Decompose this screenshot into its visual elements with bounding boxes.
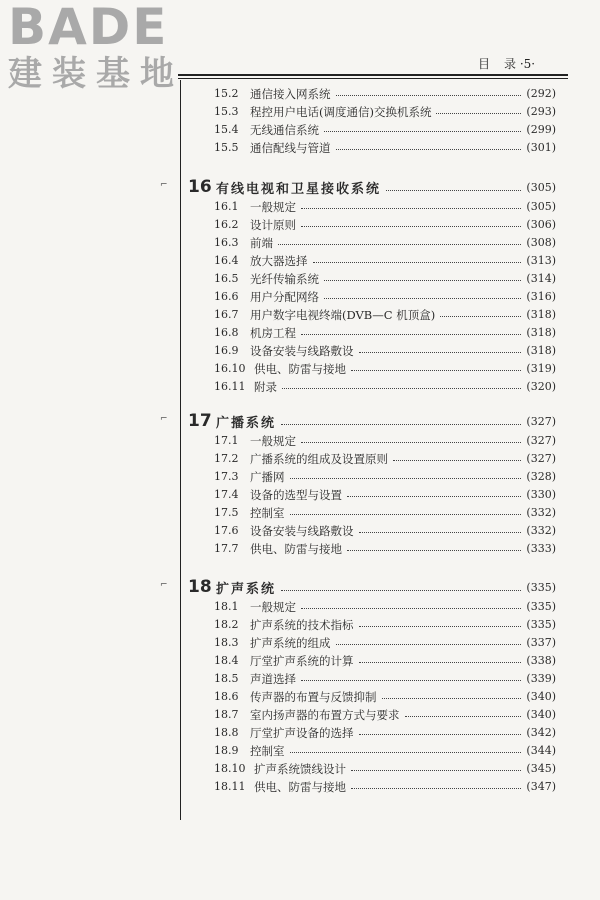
dot-leader <box>351 370 521 371</box>
dot-leader <box>313 262 522 263</box>
toc-entry <box>214 234 556 251</box>
entry-title: 传声器的布置与反馈抑制 <box>250 689 377 704</box>
entry-page: (340) <box>526 708 556 721</box>
entry-page: (301) <box>526 141 556 154</box>
chapter-number: 18 <box>188 577 212 597</box>
entry-title: 设计原则 <box>250 217 296 232</box>
entry-number: 17.3 <box>214 470 239 483</box>
entry-page: (345) <box>526 762 556 775</box>
entry-page: (332) <box>526 506 556 519</box>
entry-number: 16.1 <box>214 200 239 213</box>
entry-number: 18.9 <box>214 744 239 757</box>
entry-number: 16.9 <box>214 344 239 357</box>
margin-rule <box>180 80 181 820</box>
entry-page: (335) <box>526 600 556 613</box>
entry-number: 16.6 <box>214 290 239 303</box>
toc-entry <box>214 634 556 651</box>
dot-leader <box>278 244 521 245</box>
entry-number: 16.2 <box>214 218 239 231</box>
dot-leader <box>336 95 522 96</box>
chapter-heading <box>188 576 556 598</box>
entry-number: 18.3 <box>214 636 239 649</box>
entry-page: (318) <box>526 344 556 357</box>
entry-title: 控制室 <box>250 743 285 758</box>
entry-number: 18.2 <box>214 618 239 631</box>
entry-title: 厅堂扩声设备的选择 <box>250 725 354 740</box>
toc-entry <box>214 288 556 305</box>
entry-page: (308) <box>526 236 556 249</box>
dot-leader <box>290 752 522 753</box>
toc-entry <box>214 432 556 449</box>
entry-number: 16.11 <box>214 380 246 393</box>
entry-title: 厅堂扩声系统的计算 <box>250 653 354 668</box>
toc-entry <box>214 198 556 215</box>
entry-page: (313) <box>526 254 556 267</box>
toc-entry <box>214 522 556 539</box>
entry-page: (337) <box>526 636 556 649</box>
entry-number: 16.5 <box>214 272 239 285</box>
logo <box>8 2 184 94</box>
entry-title: 扩声系统馈线设计 <box>254 761 346 776</box>
entry-number: 18.10 <box>214 762 246 775</box>
entry-page: (344) <box>526 744 556 757</box>
entry-title: 供电、防雷与接地 <box>250 541 342 556</box>
entry-page: (333) <box>526 542 556 555</box>
chapter-title: 扩声系统 <box>216 581 277 597</box>
toc-entry <box>214 103 556 120</box>
entry-title: 一般规定 <box>250 599 296 614</box>
entry-page: (327) <box>526 434 556 447</box>
toc-entry <box>214 760 556 777</box>
dot-leader <box>436 113 521 114</box>
chapter-page: (305) <box>526 180 556 194</box>
toc-entry <box>214 450 556 467</box>
entry-number: 15.5 <box>214 141 239 154</box>
entry-title: 通信配线与管道 <box>250 140 331 155</box>
entry-page: (319) <box>526 362 556 375</box>
entry-number: 15.2 <box>214 87 239 100</box>
margin-mark: ⌐ <box>160 414 168 424</box>
entry-page: (347) <box>526 780 556 793</box>
entry-number: 18.11 <box>214 780 246 793</box>
entry-number: 17.7 <box>214 542 239 555</box>
dot-leader <box>324 280 521 281</box>
dot-leader <box>382 698 522 699</box>
entry-number: 15.4 <box>214 123 239 136</box>
entry-title: 光纤传输系统 <box>250 271 319 286</box>
logo-cn: 建装基地 <box>8 54 184 94</box>
entry-page: (299) <box>526 123 556 136</box>
entry-number: 17.2 <box>214 452 239 465</box>
entry-title: 设备安装与线路敷设 <box>250 343 354 358</box>
toc-entry <box>214 85 556 102</box>
entry-title: 一般规定 <box>250 199 296 214</box>
entry-title: 广播网 <box>250 469 285 484</box>
toc-entry <box>214 616 556 633</box>
dot-leader <box>359 734 522 735</box>
header-label: 目 <box>478 57 491 71</box>
toc-entry <box>214 468 556 485</box>
entry-page: (342) <box>526 726 556 739</box>
entry-title: 室内扬声器的布置方式与要求 <box>250 707 400 722</box>
entry-page: (305) <box>526 200 556 213</box>
dot-leader <box>359 532 522 533</box>
entry-page: (293) <box>526 105 556 118</box>
entry-page: (327) <box>526 452 556 465</box>
toc-entry <box>214 670 556 687</box>
toc-entry <box>214 342 556 359</box>
entry-number: 18.1 <box>214 600 239 613</box>
entry-title: 无线通信系统 <box>250 122 319 137</box>
entry-number: 16.10 <box>214 362 246 375</box>
page-header <box>478 55 535 72</box>
entry-title: 供电、防雷与接地 <box>254 361 346 376</box>
entry-page: (338) <box>526 654 556 667</box>
entry-number: 16.4 <box>214 254 239 267</box>
toc-entry <box>214 216 556 233</box>
entry-title: 前端 <box>250 235 273 250</box>
chapter-title: 广播系统 <box>216 415 277 431</box>
dot-leader <box>324 298 521 299</box>
dot-leader <box>281 424 521 425</box>
toc-entry <box>214 540 556 557</box>
toc-entry <box>214 121 556 138</box>
page-number: ·5· <box>519 57 536 71</box>
entry-page: (318) <box>526 308 556 321</box>
entry-number: 18.8 <box>214 726 239 739</box>
entry-title: 声道选择 <box>250 671 296 686</box>
entry-page: (339) <box>526 672 556 685</box>
toc-entry <box>214 252 556 269</box>
entry-number: 17.5 <box>214 506 239 519</box>
dot-leader <box>405 716 522 717</box>
header-label2: 录 <box>504 57 517 71</box>
entry-number: 18.5 <box>214 672 239 685</box>
entry-title: 一般规定 <box>250 433 296 448</box>
entry-page: (306) <box>526 218 556 231</box>
entry-title: 扩声系统的技术指标 <box>250 617 354 632</box>
entry-title: 通信接入网系统 <box>250 86 331 101</box>
entry-number: 16.8 <box>214 326 239 339</box>
dot-leader <box>324 131 521 132</box>
entry-title: 程控用户电话(调度通信)交换机系统 <box>250 104 432 119</box>
entry-page: (318) <box>526 326 556 339</box>
entry-page: (314) <box>526 272 556 285</box>
toc-entry <box>214 270 556 287</box>
toc-entry <box>214 742 556 759</box>
chapter-page: (327) <box>526 414 556 428</box>
entry-title: 广播系统的组成及设置原则 <box>250 451 388 466</box>
entry-page: (292) <box>526 87 556 100</box>
dot-leader <box>347 550 521 551</box>
entry-number: 18.6 <box>214 690 239 703</box>
toc-entry <box>214 486 556 503</box>
dot-leader <box>301 442 521 443</box>
dot-leader <box>282 388 521 389</box>
entry-title: 用户分配网络 <box>250 289 319 304</box>
toc-entry <box>214 378 556 395</box>
header-rule-thin <box>178 78 568 79</box>
toc-entry <box>214 360 556 377</box>
dot-leader <box>393 460 521 461</box>
entry-page: (332) <box>526 524 556 537</box>
entry-page: (320) <box>526 380 556 393</box>
dot-leader <box>336 644 522 645</box>
chapter-title: 有线电视和卫星接收系统 <box>216 181 382 197</box>
chapter-heading <box>188 410 556 432</box>
toc-entry <box>214 706 556 723</box>
dot-leader <box>281 590 521 591</box>
toc-entry <box>214 504 556 521</box>
entry-title: 机房工程 <box>250 325 296 340</box>
entry-number: 18.4 <box>214 654 239 667</box>
chapter-page: (335) <box>526 580 556 594</box>
entry-title: 用户数字电视终端(DVB—C 机顶盒) <box>250 307 436 322</box>
entry-page: (340) <box>526 690 556 703</box>
toc-entry <box>214 652 556 669</box>
entry-number: 18.7 <box>214 708 239 721</box>
dot-leader <box>351 788 521 789</box>
entry-title: 设备的选型与设置 <box>250 487 342 502</box>
entry-number: 17.4 <box>214 488 239 501</box>
margin-mark: ⌐ <box>160 180 168 190</box>
chapter-number: 16 <box>188 177 212 197</box>
dot-leader <box>440 316 521 317</box>
entry-title: 设备安装与线路敷设 <box>250 523 354 538</box>
entry-number: 17.6 <box>214 524 239 537</box>
entry-title: 扩声系统的组成 <box>250 635 331 650</box>
dot-leader <box>301 680 521 681</box>
dot-leader <box>301 208 521 209</box>
entry-title: 控制室 <box>250 505 285 520</box>
dot-leader <box>336 149 522 150</box>
header-rule <box>178 74 568 76</box>
dot-leader <box>301 226 521 227</box>
dot-leader <box>386 190 521 191</box>
dot-leader <box>301 608 521 609</box>
entry-title: 供电、防雷与接地 <box>254 779 346 794</box>
dot-leader <box>347 496 521 497</box>
toc-entry <box>214 306 556 323</box>
toc-entry <box>214 724 556 741</box>
dot-leader <box>351 770 521 771</box>
entry-page: (316) <box>526 290 556 303</box>
dot-leader <box>359 626 522 627</box>
toc-entry <box>214 598 556 615</box>
entry-number: 16.7 <box>214 308 239 321</box>
entry-page: (330) <box>526 488 556 501</box>
chapter-number: 17 <box>188 411 212 431</box>
entry-title: 附录 <box>254 379 277 394</box>
logo-text: BADE <box>8 0 169 56</box>
entry-page: (328) <box>526 470 556 483</box>
toc-entry <box>214 139 556 156</box>
dot-leader <box>359 352 522 353</box>
dot-leader <box>301 334 521 335</box>
dot-leader <box>290 514 522 515</box>
dot-leader <box>290 478 522 479</box>
margin-mark: ⌐ <box>160 580 168 590</box>
dot-leader <box>359 662 522 663</box>
entry-page: (335) <box>526 618 556 631</box>
entry-title: 放大器选择 <box>250 253 308 268</box>
entry-number: 17.1 <box>214 434 239 447</box>
toc-entry <box>214 778 556 795</box>
entry-number: 16.3 <box>214 236 239 249</box>
chapter-heading <box>188 176 556 198</box>
entry-number: 15.3 <box>214 105 239 118</box>
toc-entry <box>214 324 556 341</box>
toc-entry <box>214 688 556 705</box>
